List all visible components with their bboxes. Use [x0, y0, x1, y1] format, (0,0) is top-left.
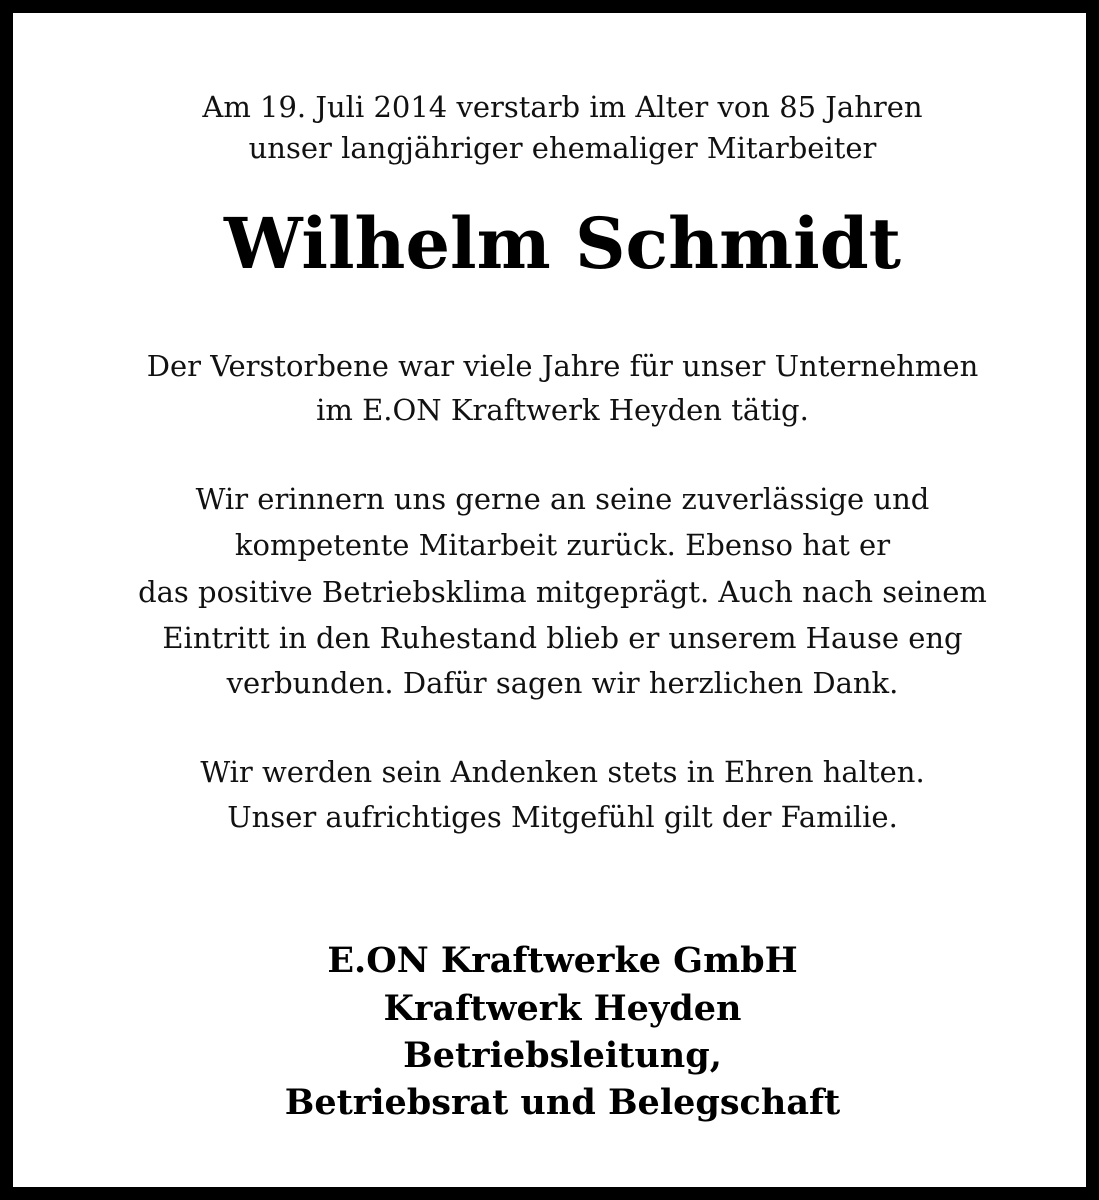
- paragraph-3-line-1: Wir werden sein Andenken stets in Ehren halten.: [200, 755, 925, 789]
- signature-management: Betriebsleitung,: [403, 1035, 722, 1076]
- deceased-name: Wilhelm Schmidt: [223, 202, 902, 285]
- paragraph-1-line-2: im E.ON Kraftwerk Heyden tätig.: [316, 393, 809, 427]
- paragraph-2-line-1: Wir erinnern uns gerne an seine zuverlässige und: [195, 482, 930, 516]
- intro-line-2: unser langjähriger ehemaliger Mitarbeiter: [248, 131, 877, 165]
- signature-company: E.ON Kraftwerke GmbH: [327, 940, 798, 981]
- intro-line-1: Am 19. Juli 2014 verstarb im Alter von 85 Jahren: [202, 90, 923, 124]
- paragraph-2-line-3: das positive Betriebsklima mitgeprägt. Auch nach seinem: [138, 575, 987, 609]
- signature-staff: Betriebsrat und Belegschaft: [284, 1082, 841, 1123]
- paragraph-3-line-2: Unser aufrichtiges Mitgefühl gilt der Familie.: [227, 800, 898, 834]
- paragraph-1-line-1: Der Verstorbene war viele Jahre für unser Unternehmen: [146, 349, 979, 383]
- paragraph-2-line-5: verbunden. Dafür sagen wir herzlichen Dank.: [226, 666, 899, 700]
- signature-plant: Kraftwerk Heyden: [383, 988, 742, 1029]
- paragraph-2-line-4: Eintritt in den Ruhestand blieb er unserem Hause eng: [162, 621, 963, 655]
- paragraph-2-line-2: kompetente Mitarbeit zurück. Ebenso hat er: [234, 528, 891, 562]
